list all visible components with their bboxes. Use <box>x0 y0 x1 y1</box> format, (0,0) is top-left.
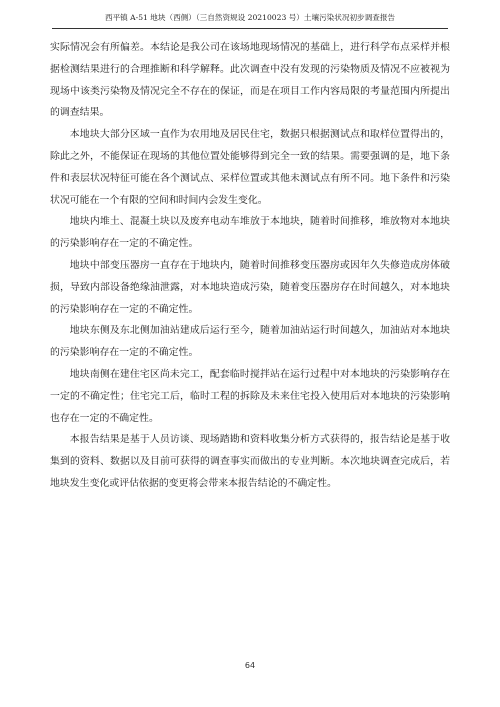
report-body <box>50 37 450 495</box>
paragraph-transformer-room: 地块中部变压器房一直存在于地块内，随着时间推移变压器房或因年久失修造成房体破损，导致内部设备绝缘油泄露，对本地块造成污染，随着变压器房存在时间越久，对本地块的污染影响存在一定的不确定性。 <box>50 259 450 315</box>
paragraph-gas-station: 地块东侧及东北侧加油站建成后运行至今，随着加油站运行时间越久，加油站对本地块的污染影响存在一定的不确定性。 <box>50 325 450 359</box>
paragraph-continuation: 实际情况会有所偏差。本结论是我公司在该场地现场情况的基础上，进行科学布点采样并根据检测结果进行的合理推断和科学解释。此次调查中没有发现的污染物质及情况不应被视为现场中该类污染物及情况完全不存在的保证，而是在项目工作内容局限的考量范围内所提出的调查结果。 <box>50 42 450 119</box>
paragraph-soil-piles: 地块内堆土、混凝土块以及废弃电动车堆放于本地块，随着时间推移，堆放物对本地块的污染影响存在一定的不确定性。 <box>50 216 450 250</box>
header-divider <box>52 28 448 29</box>
paragraph-report-basis: 本报告结果是基于人员访谈、现场踏勘和资料收集分析方式获得的，报告结论是基于收集到的资料、数据以及目前可获得的调查事实而做出的专业判断。本次地块调查完成后，若地块发生变化或评估依据的变更将会带来本报告结论的不确定性。 <box>50 434 450 489</box>
page-number: 64 <box>244 661 256 670</box>
paragraph-land-use: 本地块大部分区域一直作为农用地及居民住宅，数据只根据测试点和取样位置得出的，除此之外，不能保证在现场的其他位置处能够得到完全一致的结果。需要强调的是，地下条件和表层状况特征可能在各个测试点、采样位置或其他未测试点有所不同。地下条件和污染状况可能在一个有限的空间和时间内会发生变化。 <box>50 129 450 206</box>
page-header: 西平镇 A-51 地块（西侧）（三自然资规设 20210023 号）土壤污染状况初步调查报告 <box>104 13 396 22</box>
paragraph-residential-construction: 地块南侧在建住宅区尚未完工，配套临时搅拌站在运行过程中对本地块的污染影响存在一定的不确定性；住宅完工后，临时工程的拆除及未来住宅投入使用后对本地块的污染影响也存在一定的不确定性。 <box>50 368 450 424</box>
